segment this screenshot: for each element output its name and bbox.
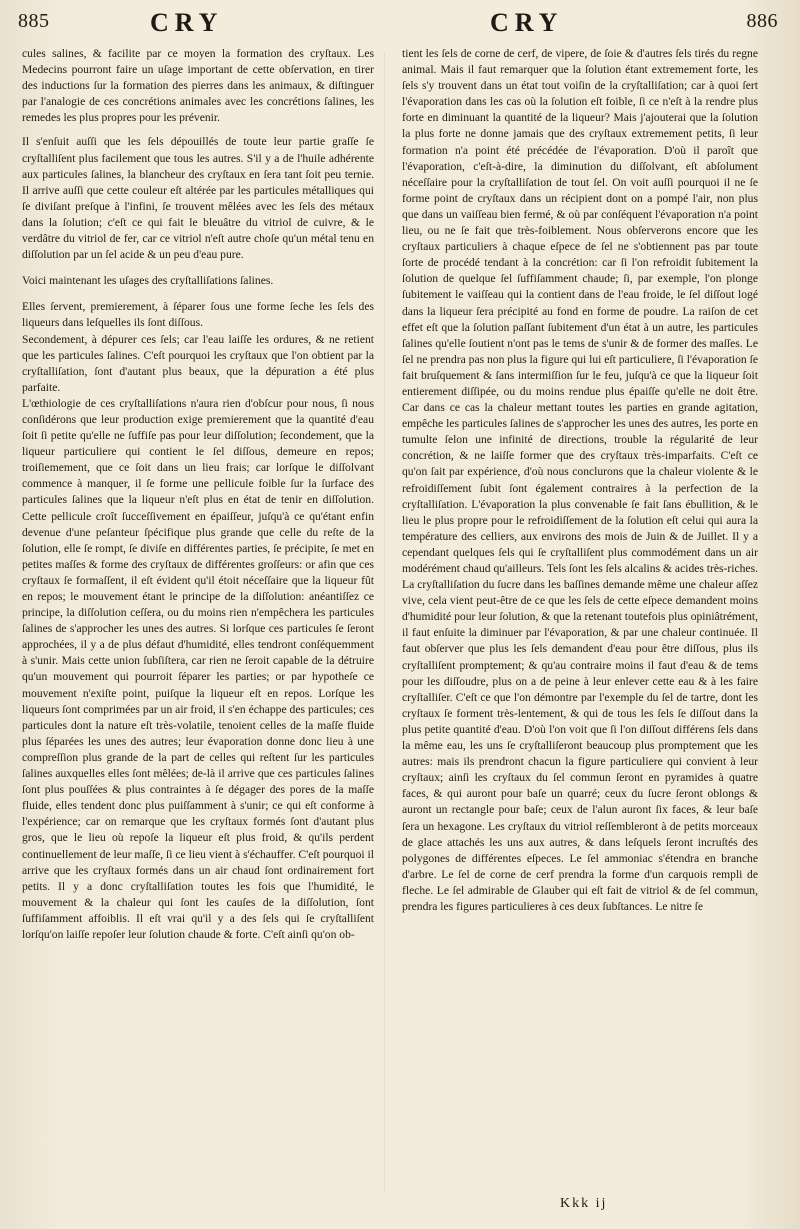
signature-mark: Kkk ij <box>560 1196 608 1211</box>
column-gutter <box>384 52 385 1192</box>
right-running-head: CRY <box>490 8 564 37</box>
left-page-number: 885 <box>18 10 50 32</box>
right-page-number: 886 <box>746 10 778 32</box>
left-paragraph-3: Voici maintenant les uſages des cryſtalliſations ſalines. <box>22 274 274 288</box>
left-paragraph-6: L'œthiologie de ces cryſtalliſations n'aura rien d'obſcur pour nous, ſi nous conſidérons que leur production exige premierement que la quantité d'eau ſoit ſi petite qu'elle ne ſuffiſe pas pour leur diſſolution; ſecondement, que la liqueur particuliere qui contient le ſel diſſous, demeure en repos; troiſiemement, que ce ſoit dans un lieu frais; car lorſque le diſſolvant commence à manquer, il ſe forme une pellicule foible ſur la ſurface des particules ſalines que la liqueur n'eſt plus en état de tenir en diſſolution. Cette pellicule croît ſucceſſivement en épaiſſeur, juſqu'à ce qu'étant enfin devenue d'une peſanteur ſpécifique plus grande que celle du reſte de la ſolution, elle ſe rompt, ſe diviſe en différentes parties, ſe précipite, ſe met en petites maſſes & forme des cryſtaux de différentes groſſeurs: or afin que ces cryſtaux ſe formaſſent, il eſt évident qu'il étoit néceſſaire que la liqueur fût en repos; le mouvement étant le principe de la diſſolution: anéantiſſez ce principe, la diſſolution ceſſera, ou du moins rien n'empêchera les particules ſalines de s'approcher les unes des autres. Si lorſque ces particules ſe ſeront approchées, il y a de plus défaut d'humidité, elles tendront conſéquemment à s'unir. Mais cette union ſubſiſtera, car rien ne ſeroit capable de la détruire qu'un mouvement qui pourroit ſéparer les parties; or par hypotheſe ce mouvement n'exiſte point, puiſque la liqueur eſt en repos. Lorſque les liqueurs ſont comprimées par un air froid, il s'en échappe des particules; ces particules dont la nature eſt très-volatile, tenoient celles de la maſſe fluide plus ſéparées les unes des autres; leur évaporation donne donc lieu à une compreſſion plus grande de la part de celles qui reſtent ſur les particules ſalines auxquelles elles ſont mêlées; de-là il arrive que ces particules ſalines ſont plus pouſſées & plus contraintes à ſe dégager des pores de la maſſe fluide, elles tendent donc plus puiſſamment à s'unir; ce qui eſt conforme à l'expérience; car on remarque que les cryſtaux formés ſont d'autant plus gros, que le lieu où repoſe la liqueur eſt plus froid, & qu'ils perdent continuellement de leur maſſe, ſi ce lieu vient à s'échauffer. C'eſt pourquoi il arrive que les cryſtaux formés dans un air chaud ſont ordinairement fort petits. Il y a donc cryſtalliſation toutes les fois que l'humidité, le mouvement & la chaleur qui ſont les cauſes de la diſſolution, ſont ſuffiſamment affoiblis. Il eſt vrai qu'il y a des ſels qui ſe cryſtalliſent lorſqu'on laiſſe repoſer leur ſolution chaude & forte. C'eſt ainſi qu'on ob- <box>22 396 374 941</box>
right-column <box>402 46 758 915</box>
left-paragraph-2: Il s'enſuit auſſi que les ſels dépouillés de toute leur partie graſſe ſe cryſtalliſent plus facilement que tous les autres. S'il y a de l'huile adhérente aux particules ſalines, la blancheur des cryſtaux en ſera tant ſoit peu ternie. Il arrive auſſi que cette couleur eſt altérée par les particules métalliques qui ſe diviſant preſque à l'infini, ſe trouvent mêlées avec les ſels des métaux dans la ſolution; c'eſt ce qui fait le bleuâtre du vitriol de cuivre, & le verdâtre du vitriol de fer, car ce vitriol n'eſt autre choſe qu'un métal tenu en diſſolution par un ſel acide & un peu d'eau pure. <box>22 135 374 262</box>
left-paragraph-1: cules salines, & facilite par ce moyen la formation des cryſtaux. Les Medecins pourront faire un uſage important de cette obſervation, en tirer des inductions ſur la formation des pierres dans les animaux, & diſtinguer par l'analogie de ces concrétions animales avec les concrétions ſalines, les remedes les plus propres pour les prévenir. <box>22 47 374 125</box>
left-column <box>22 46 374 943</box>
left-paragraph-5: Secondement, à dépurer ces ſels; car l'eau laiſſe les ordures, & ne retient que les particules ſalines. C'eſt pourquoi les cryſtaux que l'on obtient par la cryſtalliſation, ſont d'autant plus beaux, que la dépuration a été plus parfaite. <box>22 332 374 394</box>
page-header <box>0 0 800 46</box>
left-paragraph-4: Elles ſervent, premierement, à ſéparer ſous une forme ſeche les ſels des liqueurs dans leſquelles ils ſont diſſous. <box>22 300 374 330</box>
left-running-head: CRY <box>150 8 224 37</box>
right-paragraph-1: tient les ſels de corne de cerf, de vipere, de ſoie & d'autres ſels tirés du regne animal. Mais il faut remarquer que la ſolution étant extremement forte, les ſels s'y trouvent dans un état tout voiſin de la cryſtalliſation; car à quoi ſert l'évaporation dans les cas où la ſolution eſt foible, ſi ce n'eſt à la rendre plus forte en diminuant la quantité de la liqueur? Mais j'ajouterai que la ſolution la plus forte ne donne jamais que des cryſtaux extremement petits, ſi leur formation n'a point été précédée de l'évaporation. D'où il paroît que l'évaporation, c'eſt-à-dire, la diminution du diſſolvant, eſt abſolument néceſſaire pour la cryſtalliſation de tout ſel. On voit auſſi pourquoi il ne ſe forme point de cryſtaux dans un récipient dont on a pompé l'air, non plus que dans un vaiſſeau bien fermé, & où par conſéquent l'évaporation n'a point lieu, ou ne ſe fait que très-foiblement. Nous obſerverons encore que les cryſtaux particuliers à chaque eſpece de ſel ne s'obtiennent pas par toute ſorte de procédé tendant à la concrétion: car ſi l'on refroidit ſubitement la ſolution de quelque ſel ſuffiſamment chaude; ſi, par exemple, l'on plonge ſubitement le vaiſſeau qui la contient dans de l'eau froide, le ſel diſſout logé dans la liqueur ſera précipité au fond en forme de poudre. La raiſon de cet effet eſt que la ſolution paſſant ſubitement d'un état à un autre, les particules ſalines qu'elle ſoutient n'ont pas le tems de s'unir & de former des maſſes. Le ſel ne prendra pas non plus la figure qui lui eſt particuliere, ſi l'évaporation ſe fait bruſquement & ſans intermiſſion ſur le feu, juſqu'à ce que la liqueur ſoit entierement diſſipée, ou du moins rendue plus épaiſſe qu'elle ne doit être. Car dans ce cas la chaleur mettant toutes les parties en grande agitation, empêche les particules ſalines de s'approcher les unes des autres, les porte en tumulte ſelon une infinité de directions, trouble la régularité de leur concrétion, & ne laiſſe former que des cryſtaux très-imparfaits. C'eſt ce qu'on ſait par expérience, d'où nous conclurons que la chaleur violente & le refroidiſſement ſubit ſont également contraires à la perfection de la cryſtalliſation. L'évaporation la plus convenable ſe fait ſans ébullition, & le lieu le plus propre pour le refroidiſſement de la ſolution eſt celui qui aura la température des celliers, aux environs des mois de Juin & de Juillet. Il y a cependant quelques ſels qui ſe cryſtalliſent plus commodément dans un air modérément chaud qu'ailleurs. Tels ſont les ſels alcalins & acides très-riches. La cryſtalliſation du ſucre dans les baſſines demande même une chaleur aſſez vive, cela vient peut-être de ce que les ſels de cette eſpece demandent moins d'humidité pour leur ſolution, & que la retenant toutefois plus opiniâtrément, il faut enſuite la diminuer par l'évaporation, & par une chaleur continuée. Il faut obſerver que plus les ſels demandent d'eau pour être diſſous, plus ils cryſtalliſent promptement; & qu'au contraire moins il faut d'eau & de tems pour les diſſoudre, plus on a de peine à leur enlever cette eau & à les faire cryſtalliſer. C'eſt ce que l'on démontre par l'exemple du ſel de tartre, dont les cryſtaux ſe forment très-lentement, & qui de tous les ſels ſe diſſout dans la plus petite quantité d'eau. D'où l'on voit que ſi l'on diſſout différens ſels dans la même eau, les uns ſe cryſtalliſeront beaucoup plus promptement que les autres: mais ils prendront chacun la figure particuliere qui convient à leur cryſtaux; ainſi les cryſtaux du ſel commun ſeront en pyramides à quatre faces, & qui auront pour baſe un quarré; ceux du ſucre ſeront oblongs & auront un rectangle pour baſe; ceux de l'alun auront ſix faces, & leur baſe ſera un hexagone. Les cryſtaux du vitriol reſſembleront à de petits morceaux de glace attachés les uns aux autres, & dans leſquels ſeront incruſtés des polygones de différentes eſpeces. Le ſel ammoniac s'étendra en branche d'arbre. Le ſel de corne de cerf prendra la forme d'un carquois rempli de fleche. Le ſel admirable de Glauber qui eſt fait de vitriol & de ſel commun, prendra les figures particulieres à ces deux ſubſtances. Le nitre ſe <box>402 47 758 913</box>
